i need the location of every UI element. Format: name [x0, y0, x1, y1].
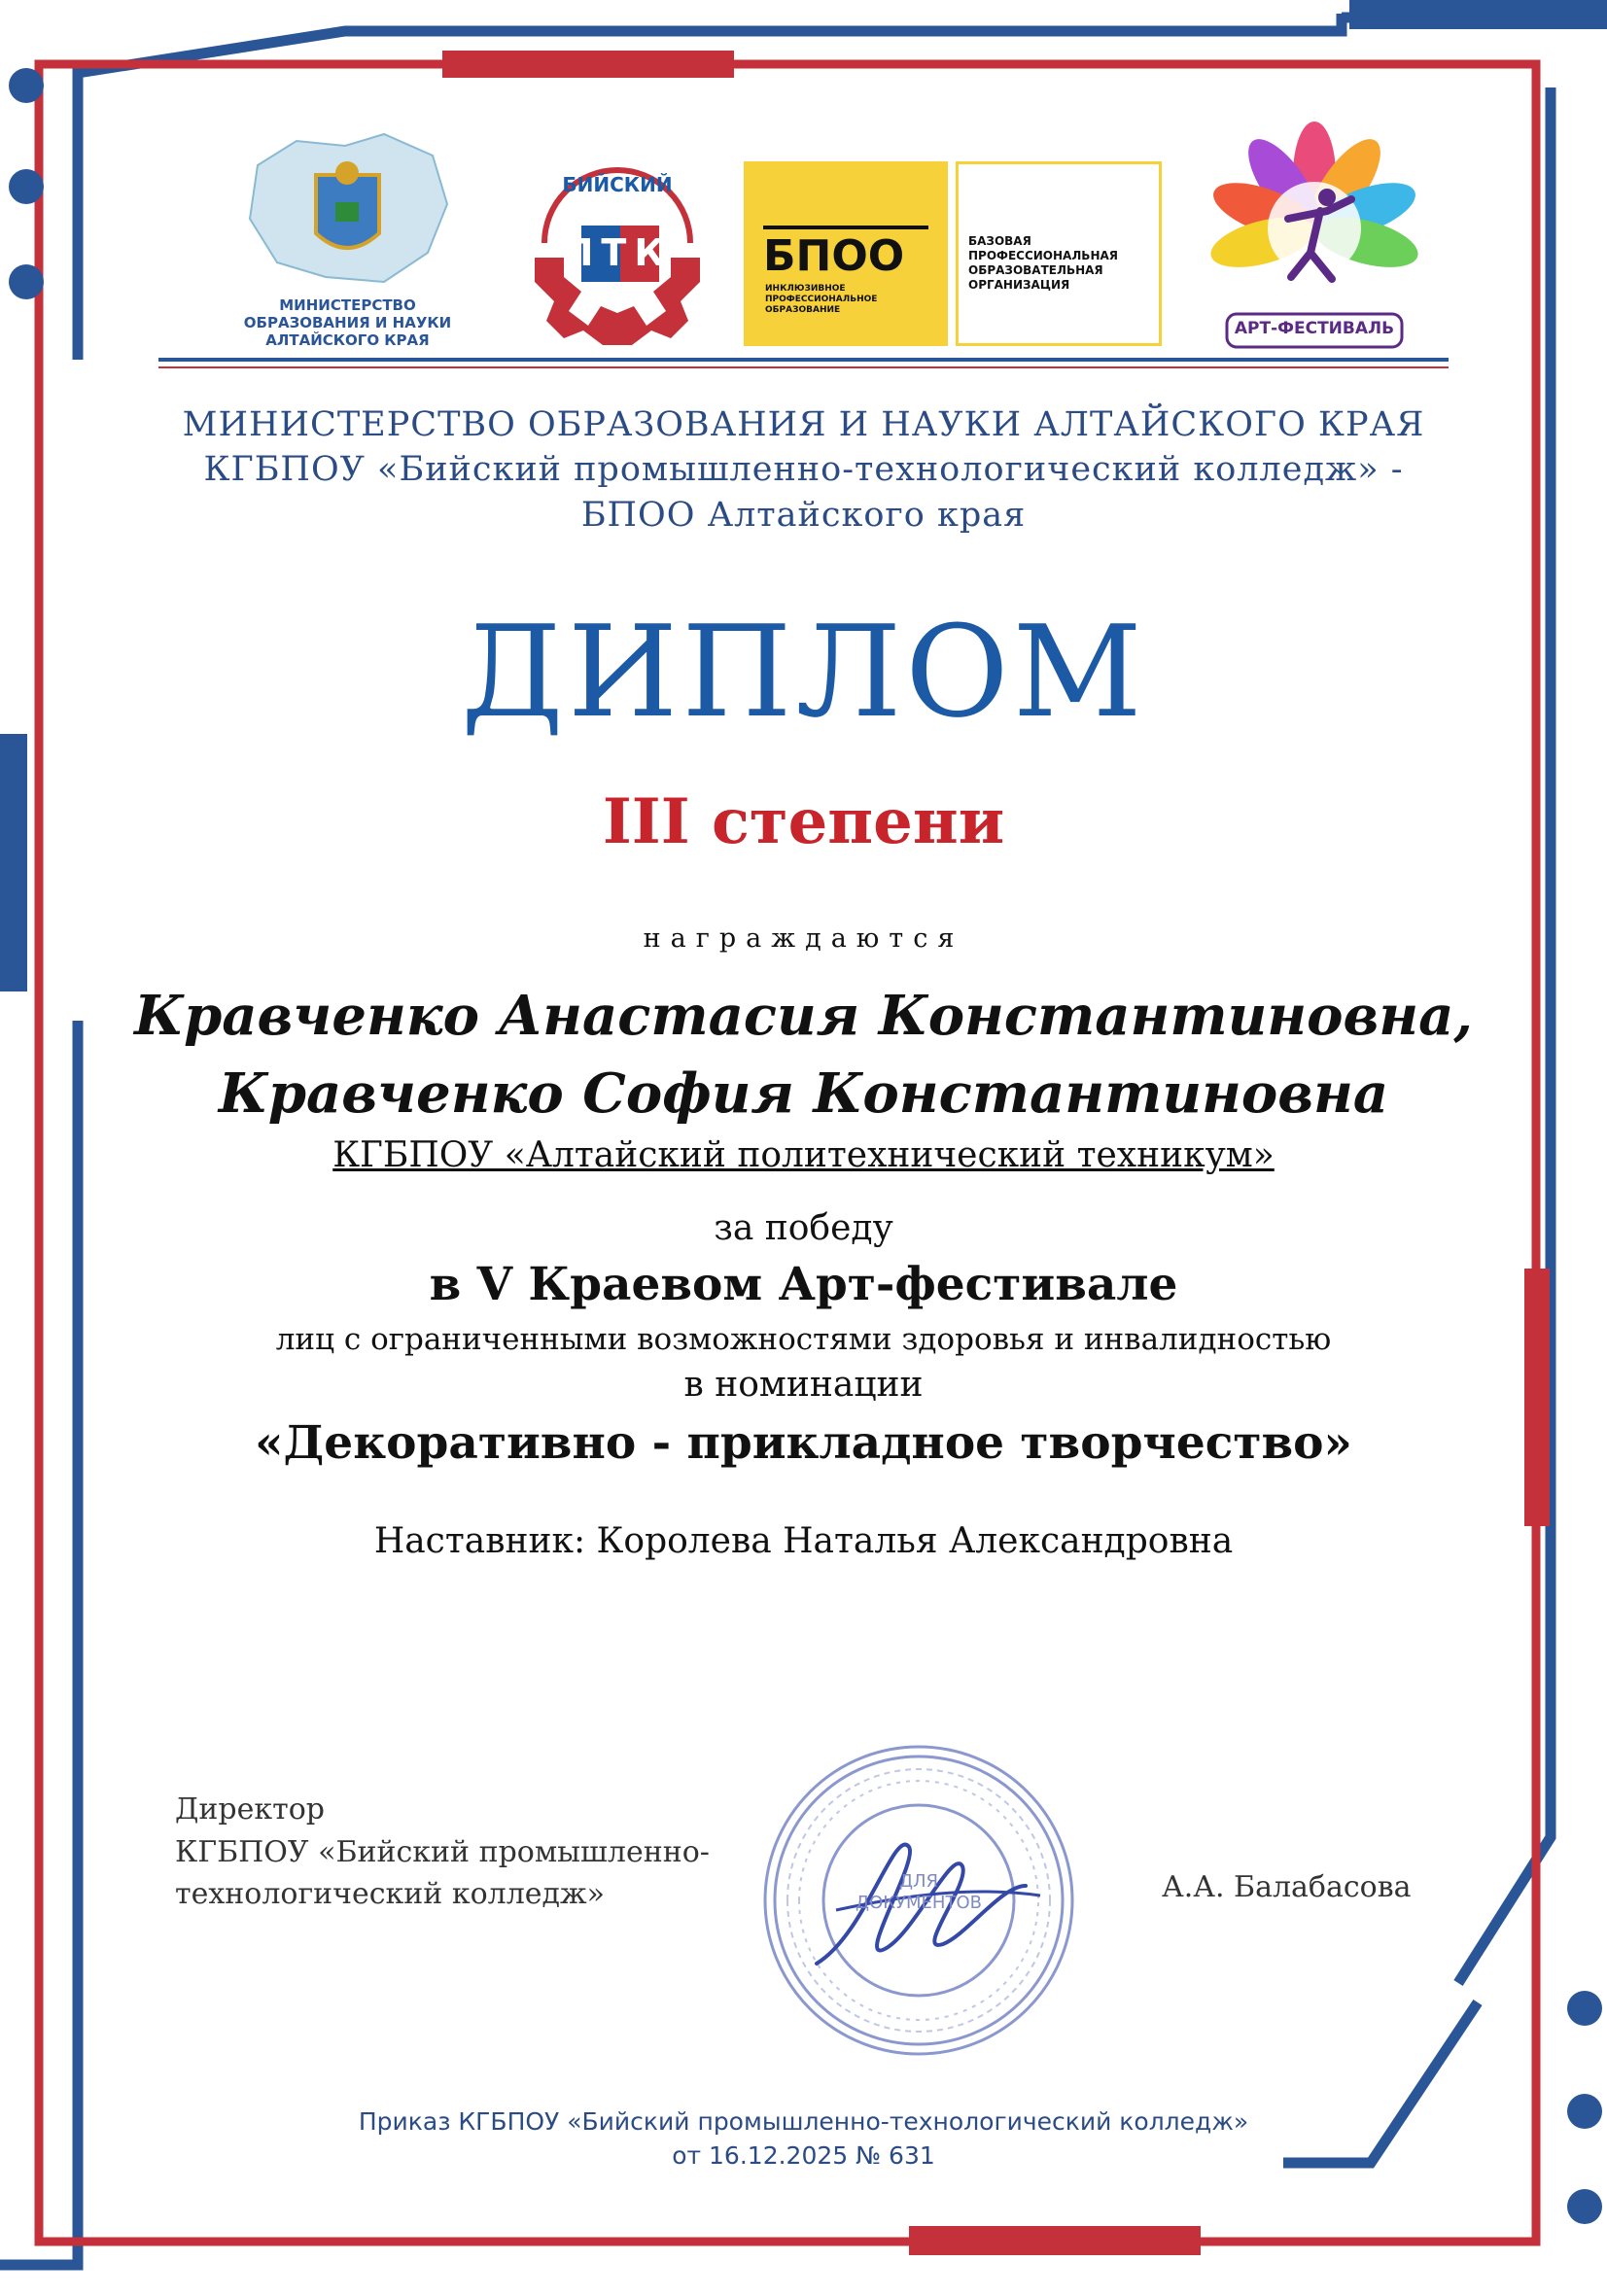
bpoo-right3: ОБРАЗОВАТЕЛЬНАЯ [968, 263, 1103, 277]
signature-role-line3: технологический колледж» [175, 1877, 605, 1911]
header-line3: БПОО Алтайского края [580, 496, 1027, 535]
ministry-logo-line2: ОБРАЗОВАНИЯ И НАУКИ [243, 314, 452, 331]
recipient-name-2: Кравченко София Константиновна [218, 1061, 1389, 1126]
header-line1: МИНИСТЕРСТВО ОБРАЗОВАНИЯ И НАУКИ АЛТАЙСКОГО КРАЯ [182, 405, 1425, 444]
bpoo-sub2: ПРОФЕССИОНАЛЬНОЕ [765, 295, 878, 304]
mentor-text: Наставник: Королева Наталья Александровна [373, 1521, 1234, 1561]
altai-map-emblem [238, 126, 457, 292]
bpoo-sub1: ИНКЛЮЗИВНОЕ [765, 284, 846, 294]
bpoo-brand: БПОО [763, 231, 905, 281]
event-name: в V Краевом Арт-фестивале [429, 1258, 1178, 1311]
bottom-red-bar [909, 2226, 1201, 2255]
for-victory-text: за победу [714, 1208, 893, 1248]
bpoo-right1: БАЗОВАЯ [968, 234, 1031, 248]
header-line2: КГБПОУ «Бийский промышленно-технологический колледж» - [203, 450, 1404, 489]
ptk-logo-letters: ПТК [562, 231, 673, 274]
ministry-logo-line3: АЛТАЙСКОГО КРАЯ [265, 331, 430, 349]
ministry-logo [238, 126, 457, 355]
stamp-center-line1: ДЛЯ [898, 1871, 939, 1892]
top-right-blue-bar [1349, 0, 1607, 29]
diploma-title: ДИПЛОМ [461, 598, 1146, 746]
logos-row [0, 117, 1607, 369]
bpoo-white-block [956, 161, 1162, 346]
signature-role-line2: КГБПОУ «Бийский промышленно- [175, 1834, 710, 1869]
art-festival-logo [1205, 122, 1424, 360]
recipient-name-1: Кравченко Анастасия Константиновна, [134, 984, 1473, 1048]
ministry-logo-line1: МИНИСТЕРСТВО [279, 296, 416, 314]
stamp-center-line2: ДОКУМЕНТОВ [856, 1893, 982, 1913]
event-subtitle: лиц с ограниченными возможностями здоровья и инвалидностью [275, 1322, 1332, 1357]
order-line2: от 16.12.2025 № 631 [672, 2141, 935, 2170]
top-red-bar [442, 51, 734, 78]
bpoo-right2: ПРОФЕССИОНАЛЬНАЯ [968, 249, 1119, 262]
art-festival-label: АРТ-ФЕСТИВАЛЬ [1234, 319, 1395, 338]
ptk-logo [515, 146, 719, 350]
signature-role [175, 1789, 710, 1916]
awarded-text: награждаются [643, 923, 964, 954]
nomination-name: «Декоративно - прикладное творчество» [255, 1416, 1352, 1470]
ptk-logo-top: БИЙСКИЙ [562, 173, 673, 196]
signer-name: А.А. Балабасова [1162, 1870, 1412, 1904]
bpoo-logo [744, 161, 1162, 346]
bpoo-right4: ОРГАНИЗАЦИЯ [968, 278, 1070, 292]
recipient-organization: КГБПОУ «Алтайский политехнический техникум» [332, 1135, 1275, 1175]
bpoo-yellow-block [744, 161, 948, 346]
nomination-intro: в номинации [683, 1365, 924, 1405]
official-stamp [749, 1740, 1089, 2061]
bpoo-sub3: ОБРАЗОВАНИЕ [765, 305, 841, 315]
order-line1: Приказ КГБПОУ «Бийский промышленно-технологический колледж» [358, 2107, 1249, 2136]
diploma-degree: III степени [602, 785, 1005, 858]
signature-role-line1: Директор [175, 1792, 325, 1826]
